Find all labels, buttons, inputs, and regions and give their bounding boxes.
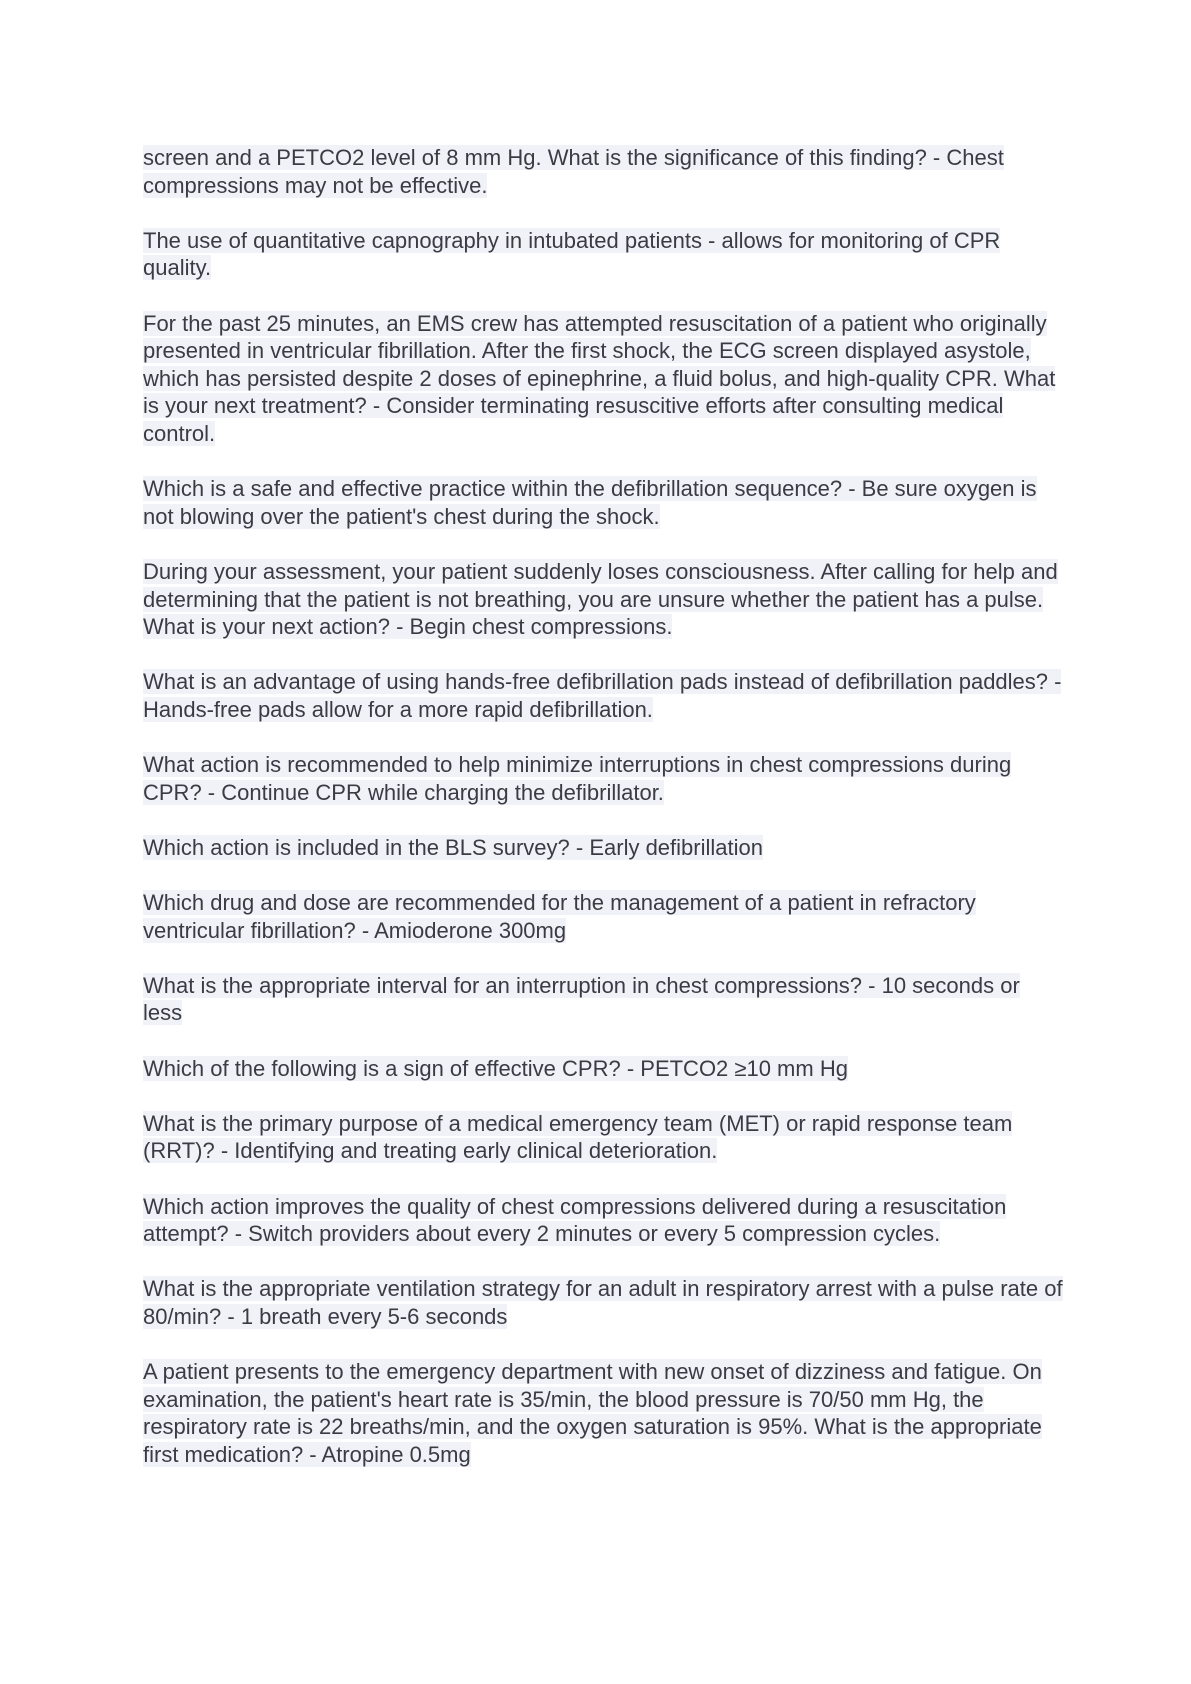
- qa-text: What is the appropriate ventilation strategy for an adult in respiratory arrest with a pulse rate of 80/min? - 1 breath every 5-6 seconds: [143, 1276, 1063, 1329]
- qa-paragraph-12: [143, 1110, 1063, 1165]
- qa-paragraph-9: [143, 889, 1063, 944]
- qa-paragraph-15: [143, 1358, 1063, 1468]
- qa-paragraph-7: [143, 751, 1063, 806]
- qa-text: What action is recommended to help minimize interruptions in chest compressions during CPR? - Continue CPR while charging the defibrillator.: [143, 752, 1012, 805]
- qa-paragraph-13: [143, 1193, 1063, 1248]
- qa-paragraph-11: [143, 1055, 1063, 1083]
- qa-paragraph-6: [143, 668, 1063, 723]
- qa-text: A patient presents to the emergency department with new onset of dizziness and fatigue. On examination, the patient's heart rate is 35/min, the blood pressure is 70/50 mm Hg, the respiratory rate is 22 breaths/min, and the oxygen saturation is 95%. What is the appropriate first medication? - Atropine 0.5mg: [143, 1359, 1042, 1467]
- qa-paragraph-3: [143, 310, 1063, 448]
- qa-paragraph-10: [143, 972, 1063, 1027]
- qa-paragraph-2: [143, 227, 1063, 282]
- qa-paragraph-5: [143, 558, 1063, 641]
- qa-text: What is the primary purpose of a medical emergency team (MET) or rapid response team (RRT)? - Identifying and treating early clinical deterioration.: [143, 1110, 1013, 1164]
- qa-text: screen and a PETCO2 level of 8 mm Hg. What is the significance of this finding? - Chest compressions may not be effective.: [143, 145, 1004, 198]
- qa-text: Which is a safe and effective practice within the defibrillation sequence? - Be sure oxygen is not blowing over the patient's chest during the shock.: [143, 476, 1037, 529]
- qa-text: For the past 25 minutes, an EMS crew has attempted resuscitation of a patient who originally presented in ventricular fibrillation. After the first shock, the ECG screen displayed asystole, which has persisted despite 2 doses of epinephrine, a fluid bolus, and high-quality CPR. What is your next treatment? - Consider terminating resuscitive efforts after consulting medical control.: [143, 310, 1056, 446]
- qa-text: Which drug and dose are recommended for the management of a patient in refractory ventricular fibrillation? - Amioderone 300mg: [143, 890, 976, 943]
- qa-text: What is the appropriate interval for an interruption in chest compressions? - 10 seconds or less: [143, 972, 1020, 1026]
- qa-text: Which of the following is a sign of effective CPR? - PETCO2 ≥10 mm Hg: [143, 1055, 848, 1081]
- qa-paragraph-1: [143, 144, 1063, 199]
- qa-paragraph-14: [143, 1275, 1063, 1330]
- qa-text: Which action is included in the BLS survey? - Early defibrillation: [143, 834, 763, 860]
- qa-text: Which action improves the quality of chest compressions delivered during a resuscitation attempt? - Switch providers about every 2 minutes or every 5 compression cycles.: [143, 1193, 1007, 1247]
- document-content: [143, 144, 1063, 1496]
- qa-text: What is an advantage of using hands-free defibrillation pads instead of defibrillation paddles? - Hands-free pads allow for a more rapid defibrillation.: [143, 669, 1062, 722]
- qa-paragraph-8: [143, 834, 1063, 862]
- qa-text: During your assessment, your patient suddenly loses consciousness. After calling for help and determining that the patient is not breathing, you are unsure whether the patient has a pulse. What is your next action? - Begin chest compressions.: [143, 558, 1058, 640]
- qa-paragraph-4: [143, 475, 1063, 530]
- qa-text: The use of quantitative capnography in intubated patients - allows for monitoring of CPR quality.: [143, 227, 1001, 281]
